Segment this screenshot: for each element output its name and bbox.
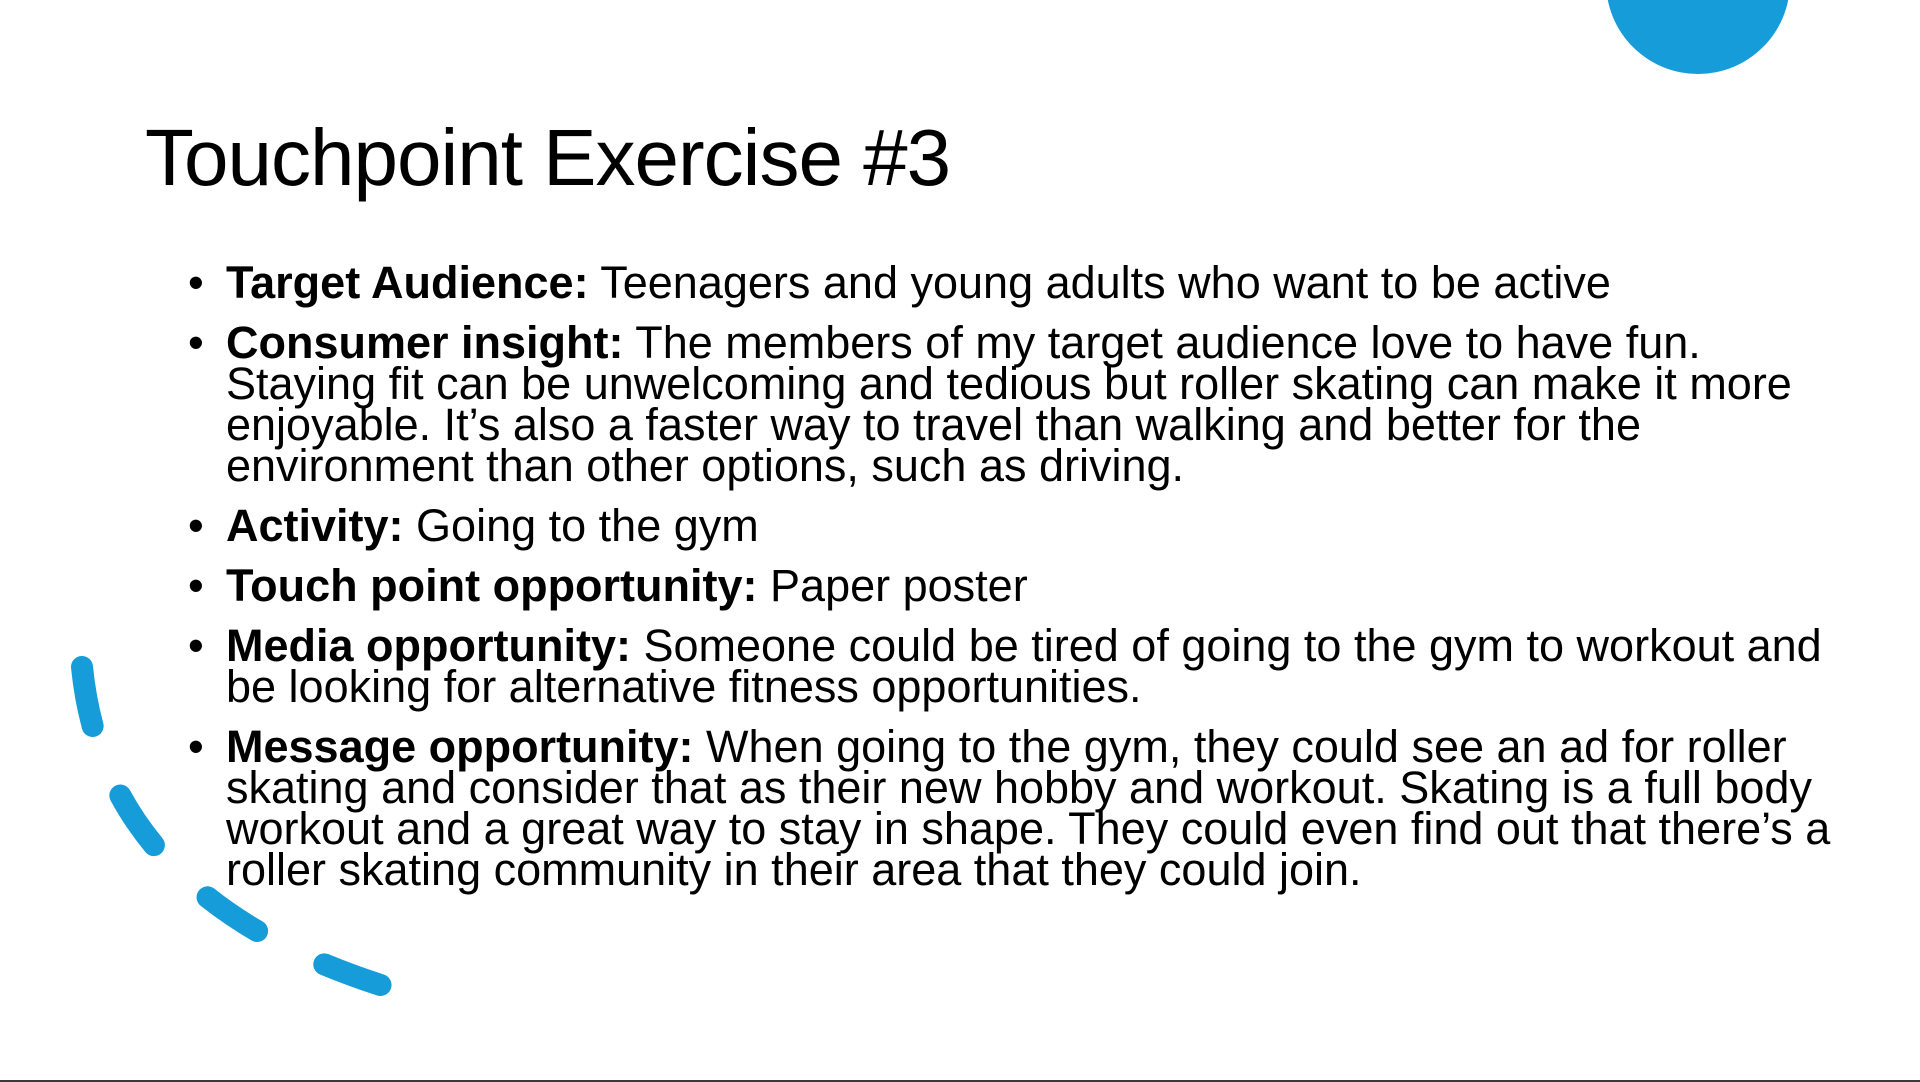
bullet-list — [226, 257, 1846, 909]
bullet-text: Someone could be tired of going to the gym to workout and be looking for alternative fitness opportunities. — [226, 620, 1822, 712]
bullet-text: Going to the gym — [403, 500, 759, 551]
bullet-text: When going to the gym, they could see an ad for roller skating and consider that as their new hobby and workout. Skating is a full body workout and a great way to stay in shape. They could even find out that there’s a roller skating community in their area that they could join. — [226, 721, 1831, 895]
bullet-text: The members of my target audience love to have fun. Staying fit can be unwelcoming and tedious but roller skating can make it more enjoyable. It’s also a faster way to travel than walking and better for the environment than other options, such as driving. — [226, 317, 1792, 491]
bullet-label: Message opportunity: — [226, 721, 694, 772]
bullet-media-opportunity — [226, 620, 1846, 712]
bullet-text: Teenagers and young adults who want to be active — [588, 257, 1611, 308]
bullet-label: Media opportunity: — [226, 620, 631, 671]
bullet-label: Consumer insight: — [226, 317, 624, 368]
bullet-label: Target Audience: — [226, 257, 589, 308]
bullet-text: Paper poster — [757, 560, 1028, 611]
bullet-consumer-insight — [226, 317, 1846, 491]
bullet-label: Touch point opportunity: — [226, 560, 758, 611]
bullet-touch-point-opportunity — [226, 560, 1846, 611]
bullet-target-audience — [226, 257, 1846, 308]
bullet-label: Activity: — [226, 500, 404, 551]
slide-title: Touchpoint Exercise #3 — [145, 113, 951, 202]
decorative-circle — [1606, 0, 1790, 74]
bullet-message-opportunity — [226, 721, 1846, 895]
bullet-activity — [226, 500, 1846, 551]
